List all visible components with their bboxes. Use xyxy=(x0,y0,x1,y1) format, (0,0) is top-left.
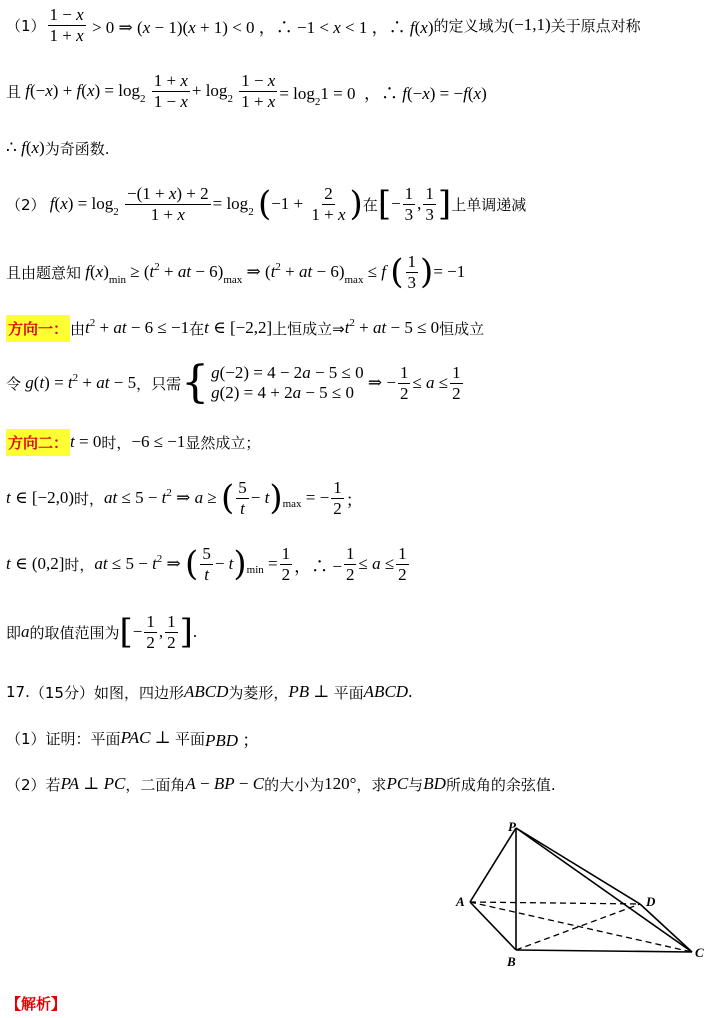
problem17-q2: （2） 若 PA ⊥ PC ，二面角 A − BP − C 的大小为 120° ，求 PC 与 BD 所成角的余弦值. xyxy=(6,774,556,794)
label-c: C xyxy=(695,945,704,960)
solution-line-4: （2） $f(x) = \log_2$ $\frac{-(1 + x) + 2}{1 + x}$ = $\log_2$ ( −1 + $\frac{2}{1 + x}$ ) 在 [ − $\frac{1}{3}$ , $\frac{1}{3}$ ] 上单调递减 xyxy=(6,183,527,224)
method1-text-2: 在 xyxy=(189,319,205,338)
stem-text-1: 如图，四边形 xyxy=(93,683,184,702)
odd-text: 为奇函数. xyxy=(44,139,110,158)
domain-text: 的定义域为 xyxy=(433,16,509,35)
fraction: $\frac{1}{2}$ xyxy=(281,543,291,584)
q2-label: （2） xyxy=(6,775,46,794)
fraction: $\frac{5}{t}$ xyxy=(238,477,247,518)
fraction: $\frac{1}{2}$ xyxy=(167,611,176,652)
fraction: $\frac{2}{1 + x}$ xyxy=(311,183,346,224)
edge-pd xyxy=(516,828,640,904)
edge-ad-hidden xyxy=(470,902,640,904)
let-text: 令 xyxy=(6,374,22,393)
fraction: $\frac{1 - x}{1 + x}$ xyxy=(241,70,276,111)
given-text: 且由题意知 xyxy=(6,263,82,282)
fraction: $\frac{1}{3}$ xyxy=(407,251,417,292)
stem-text-2: 为菱形， xyxy=(228,683,289,702)
q2-text-4: ，求 xyxy=(356,775,387,794)
q2-text-2: ，二面角 xyxy=(125,775,186,794)
analysis-label: 【解析】 xyxy=(6,994,67,1013)
q1-text-1: 证明：平面 xyxy=(45,729,121,748)
fraction: $\frac{1 - x}{1 + x}$ xyxy=(49,4,84,45)
part1-label: （1） xyxy=(6,16,46,35)
problem-number: 17. xyxy=(6,683,30,701)
solution-line-1: （1） $\frac{1 - x}{1 + x}$ > 0 ⇒ (x − 1)(x + 1) < 0 ，∴ −1 < x < 1 ，∴ f(x) 的定义域为 (−1,1) 关于原点对称 xyxy=(6,4,641,45)
label-a: A xyxy=(456,894,465,909)
label-b: B xyxy=(507,954,516,969)
label-d: D xyxy=(646,894,656,909)
stem-text-3: 平面 xyxy=(333,683,364,702)
q2-text-5: 与 xyxy=(408,775,424,794)
solution-line-8: 方向二： t = 0 时， −6 ≤ −1 显然成立； xyxy=(6,424,260,460)
method1-text-4: 恒成立 xyxy=(439,319,485,338)
fraction: $\frac{1}{2}$ xyxy=(345,543,355,584)
solution-line-11: 即 a 的取值范围为 [ − $\frac{1}{2}$ , $\frac{1}{2}$ ] . xyxy=(6,611,198,652)
edge-ab xyxy=(470,902,516,950)
q1-label: （1） xyxy=(6,729,46,748)
solution-line-10: t ∈ (0,2] 时， at ≤ $5 - t^2$ ⇒ ( $\frac{5}{t}$ − t ) min = $\frac{1}{2}$ ，∴ − $\frac{1}{2}$ ≤ a ≤ $\frac{1}{2}$ xyxy=(6,543,407,584)
problem17-q1: （1） 证明：平面 PAC ⊥ 平面 PBD ； xyxy=(6,728,260,750)
fraction: $\frac{1}{2}$ xyxy=(452,362,461,403)
problem17-stem: 17. （15分） 如图，四边形 ABCD 为菱形， PB ⊥ 平面 ABCD. xyxy=(6,682,413,702)
solution-line-9: t ∈ [−2,0) 时， at ≤ $5 - t^2$ ⇒ a ≥ ( $\frac{5}{t}$ − t ) max = − $\frac{1}{2}$ ； xyxy=(6,477,363,518)
method1-text-1: 由 xyxy=(70,319,86,338)
solution-line-3: ∴ f(x) 为奇函数. xyxy=(6,138,110,158)
diagonal-bd-hidden xyxy=(516,904,640,950)
fraction: $\frac{1}{3}$ xyxy=(425,183,434,224)
label-p: P xyxy=(508,819,516,834)
fraction: $\frac{1}{2}$ xyxy=(333,477,342,518)
solution-line-7: 令 $g(t) = t^2$ + at − 5 ，只需 { g(−2) = 4 − 2a − 5 ≤ 0 g(2) = 4 + 2a − 5 ≤ 0 ⇒ − $\frac{1}{2}$ ≤ a ≤ $\frac{1}{2}$ xyxy=(6,357,461,408)
fraction: $\frac{1}{2}$ xyxy=(398,543,407,584)
problem-score: （15分） xyxy=(29,683,94,702)
fraction: $\frac{1}{2}$ xyxy=(399,362,409,403)
q2-text-3: 的大小为 xyxy=(264,775,325,794)
fraction: $\frac{5}{t}$ xyxy=(202,543,211,584)
q2-text-6: 所成角的余弦值. xyxy=(445,775,556,794)
when-text: 时， xyxy=(64,555,95,574)
solution-line-6: 方向一： 由 $t^2$ + at − 6 ≤ −1 在 t ∈ [−2,2] 上恒成立⇒ $t^2$ + at − 5 ≤ 0 恒成立 xyxy=(6,310,484,346)
analysis-header xyxy=(6,992,66,1014)
edge-pa xyxy=(470,828,516,902)
method2-text-1: 时， xyxy=(101,433,132,452)
range-text-1: 即 xyxy=(6,623,22,642)
edge-pc xyxy=(516,828,692,952)
diagonal-ac-hidden xyxy=(470,902,692,952)
method2-text-2: 显然成立； xyxy=(185,433,261,452)
part2-label: （2） xyxy=(6,195,46,214)
method2-label: 方向二： xyxy=(6,429,70,456)
q2-text-1: 若 xyxy=(45,775,61,794)
symmetric-text: 关于原点对称 xyxy=(550,16,641,35)
decreasing-text: 上单调递减 xyxy=(451,195,527,214)
and-text: 且 xyxy=(6,82,22,101)
range-text-2: 的取值范围为 xyxy=(29,623,120,642)
solution-line-2: 且 $f(-x) + f(x) = \log_2$ $\frac{1 + x}{1 - x}$ + $\log_2$ $\frac{1 - x}{1 + x}$ = $\log_21 = 0$ ，∴ f(−x) = −f(x) xyxy=(6,70,487,111)
equation-system: { g(−2) = 4 − 2a − 5 ≤ 0 g(2) = 4 + 2a − 5 ≤ 0 xyxy=(181,357,364,408)
fraction: $\frac{1}{2}$ xyxy=(146,611,155,652)
edge-bc xyxy=(516,950,692,952)
in-text: 在 xyxy=(362,195,378,214)
method1-text-3: 上恒成立⇒ xyxy=(272,319,345,338)
edge-dc xyxy=(640,904,692,952)
q1-text-2: 平面 xyxy=(174,729,205,748)
fraction: $\frac{-(1 + x) + 2}{1 + x}$ xyxy=(126,183,209,224)
fraction: $\frac{1 + x}{1 - x}$ xyxy=(153,70,188,111)
fraction: $\frac{1}{3}$ xyxy=(404,183,414,224)
only-need-text: ，只需 xyxy=(136,374,182,393)
solution-line-5: 且由题意知 $f(x)_{min} \ge (t^2$ + at − $6)_{max}$ ⇒ ($t^2$ + at − $6)_{max} \le f$ ( $\frac{1}{3}$ ) = −1 xyxy=(6,251,466,292)
method1-label: 方向一： xyxy=(6,315,70,342)
when-text: 时， xyxy=(73,489,104,508)
